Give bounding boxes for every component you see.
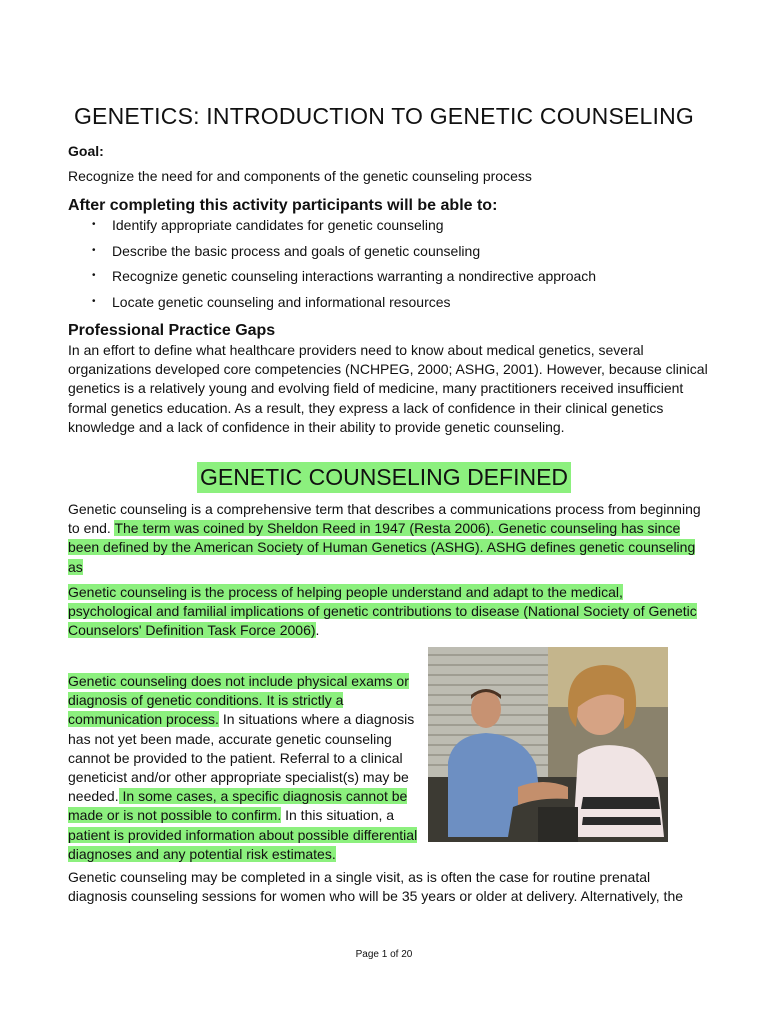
list-item [68,242,596,268]
plain-text: Genetic counseling is a comprehensive term that describes a communications process from beginning to end. [68,501,701,537]
objective-text: Locate genetic counseling and informational resources [112,293,451,310]
section-heading: GENETIC COUNSELING DEFINED [197,462,571,493]
bullet-icon: • [92,219,96,230]
bullet-icon: • [92,295,96,307]
goal-text: Recognize the need for and components of the genetic counseling process [68,168,532,184]
objectives-list [68,216,596,318]
counseling-session-photo [428,647,668,842]
plain-text: . [315,622,320,639]
page-title: GENETICS: INTRODUCTION TO GENETIC COUNSELING [73,103,695,129]
definition-paragraph-3 [68,672,420,864]
objectives-heading: After completing this activity participants will be able to: [68,197,498,214]
bullet-icon: • [92,270,96,281]
bullet-icon: • [92,244,96,256]
section-heading-container [0,462,768,493]
highlighted-text: In some cases, a specific diagnosis cannot be made or is not possible to confirm. [68,788,408,824]
objective-text: Identify appropriate candidates for genetic counseling [112,217,444,233]
practice-gaps-paragraph: In an effort to define what healthcare providers need to know about medical genetics, several organizations developed core competencies (NCHPEG, 2000; ASHG, 2001). However, because clinical genetics is a relatively young and evolving field of medicine, many practitioners received insufficient formal genetics education. As a result, they express a lack of confidence in their clinical genetics knowledge and a lack of confidence in their ability to provide genetic counseling. [68,342,708,435]
plain-text: In situations where a diagnosis has not yet been made, accurate genetic counseling cannot be provided to the patient. Referral to a clinical geneticist and/or other appropriate specialist(s) may be needed. [68,711,415,805]
practice-gaps-heading: Professional Practice Gaps [68,322,276,339]
goal-label: Goal: [68,143,104,159]
page-footer: Page 1 of 20 [355,949,413,960]
definition-paragraph-1 [68,500,708,577]
definition-paragraph-2 [68,583,708,641]
plain-text: In this situation, a [281,807,395,824]
definition-paragraph-4: Genetic counseling may be completed in a single visit, as is often the case for routine prenatal diagnosis counseling sessions for women who will be 35 years or older at delivery. Alternatively, the [68,869,684,905]
highlighted-text: Genetic counseling is the process of helping people understand and adapt to the medical, psychological and familial implications of genetic contributions to disease (National Society of Genetic Counselors' Definition Task Force 2006) [68,584,697,639]
highlighted-text: The term was coined by Sheldon Reed in 1947 (Resta 2006). Genetic counseling has since been defined by the American Society of Human Genetics (ASHG). ASHG defines genetic counseling as [68,520,696,575]
list-item [68,216,596,242]
list-item [68,267,596,293]
list-item [68,293,596,319]
highlighted-text: patient is provided information about possible differential diagnoses and any potential risk estimates. [68,826,418,862]
objective-text: Recognize genetic counseling interactions warranting a nondirective approach [112,268,597,284]
photo-illustration [428,647,668,842]
highlighted-text: Genetic counseling does not include physical exams or diagnosis of genetic conditions. It is strictly a communication process. [68,673,409,728]
objective-text: Describe the basic process and goals of genetic counseling [112,242,481,259]
